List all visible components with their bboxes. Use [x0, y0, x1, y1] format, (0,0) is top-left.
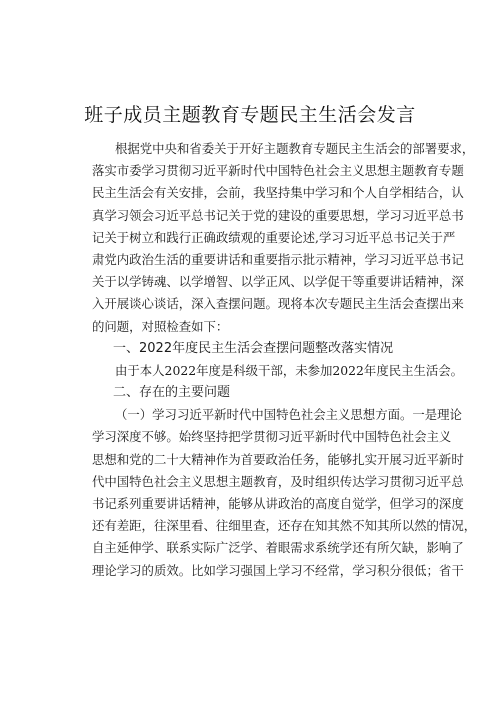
paragraph-line: 入开展谈心谈话，深入查摆问题。现将本次专题民主生活会查摆出来: [92, 296, 464, 312]
paragraph-line: 由于本人2022年度是科级干部，未参加2022年度民主生活会。: [115, 362, 464, 378]
paragraph-line: 根据党中央和省委关于开好主题教育专题民主生活会的部署要求，: [115, 141, 475, 156]
paragraph-line: （一）学习习近平新时代中国特色社会主义思想方面。一是理论: [115, 407, 462, 423]
paragraph-line: 记关于树立和践行正确政绩观的重要论述,学习习近平总书记关于严: [92, 229, 456, 245]
paragraph-line: 学习深度不够。始终坚持把学贯彻习近平新时代中国特色社会主义: [92, 429, 452, 445]
paragraph-line: 自主延伸学、联系实际广泛学、着眼需求系统学还有所欠缺，影响了: [92, 540, 464, 556]
paragraph-line: 真学习领会习近平总书记关于党的建设的重要思想，学习习近平总书: [92, 207, 464, 223]
paragraph-line: 关于以学铸魂、以学增智、以学正风、以学促干等重要讲话精神，深: [92, 274, 464, 290]
paragraph-line: 落实市委学习贯彻习近平新时代中国特色社会主义思想主题教育专题: [92, 163, 464, 179]
paragraph-line: 书记系列重要讲话精神，能够从讲政治的高度自觉学，但学习的深度: [92, 496, 464, 511]
paragraph-line: 还有差距，往深里看、往细里查，还存在知其然不知其所以然的情况，: [92, 518, 477, 534]
paragraph-line: 民主生活会有关安排，会前，我坚持集中学习和个人自学相结合，认: [92, 185, 464, 201]
paragraph-line: 的问题，对照检查如下：: [92, 318, 229, 334]
paragraph-line: 肃党内政治生活的重要讲话和重要指示批示精神，学习习近平总书记: [92, 251, 464, 267]
section-heading-1: 一、2022年度民主生活会查摆问题整改落实情况: [113, 340, 394, 356]
paragraph-line: 代中国特色社会主义思想主题教育，及时组织传达学习贯彻习近平总: [92, 473, 464, 489]
paragraph-line: 思想和党的二十大精神作为首要政治任务，能够扎实开展习近平新时: [92, 451, 464, 467]
paragraph-line: 理论学习的质效。比如学习强国上学习不经常，学习积分很低；省干: [92, 562, 464, 578]
document-title: 班子成员主题教育专题民主生活会发言: [84, 104, 416, 126]
section-heading-2: 二、存在的主要问题: [113, 385, 231, 401]
document-body: [92, 138, 477, 582]
